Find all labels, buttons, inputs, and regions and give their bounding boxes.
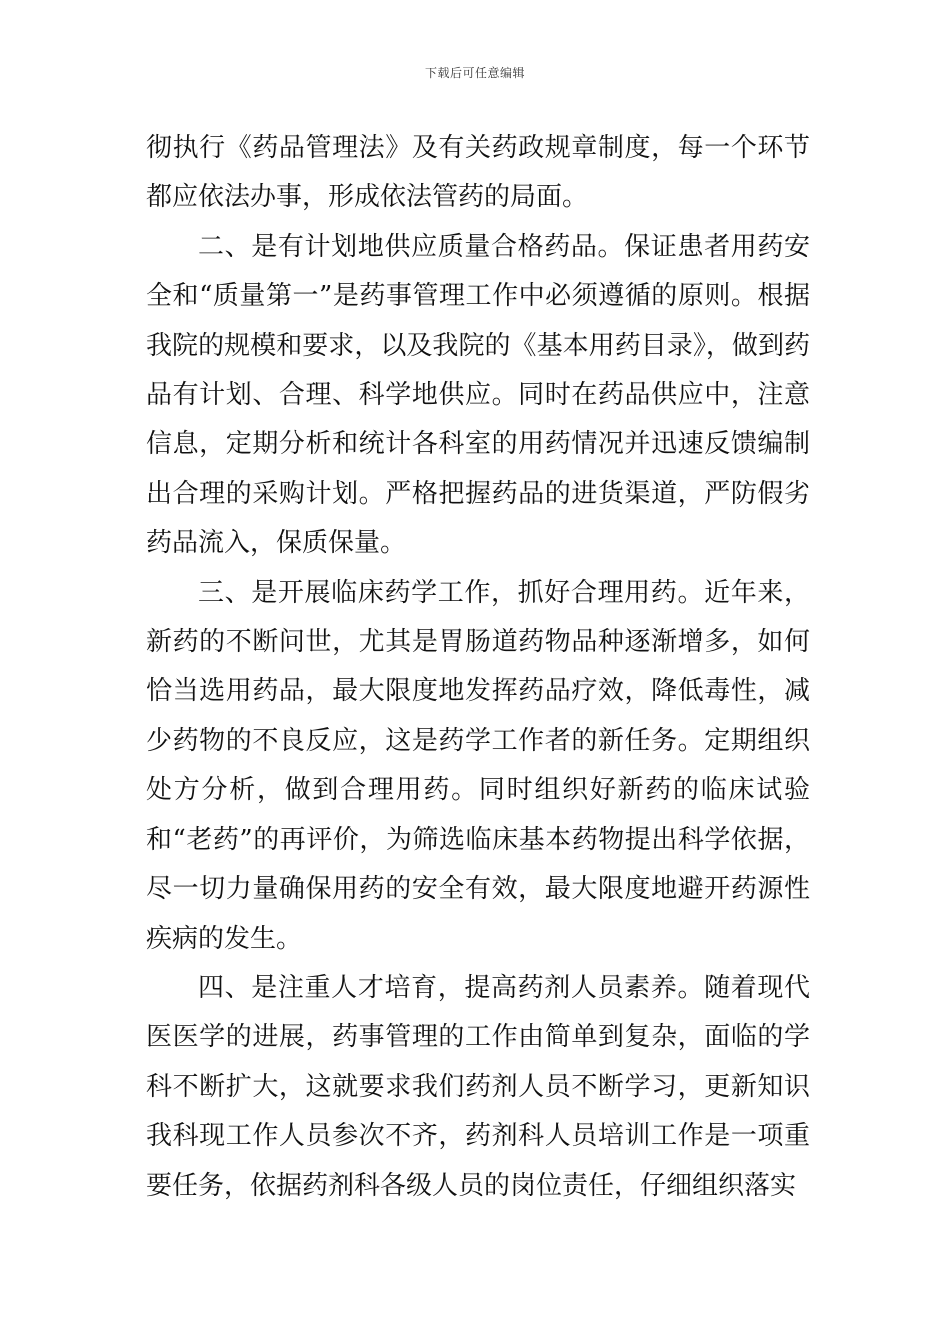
document-body — [146, 124, 810, 1211]
page-header: 下载后可任意编辑 — [424, 66, 525, 80]
paragraph-continuation: 彻执行《药品管理法》及有关药政规章制度，每一个环节都应依法办事，形成依法管药的局面。 — [146, 133, 810, 213]
paragraph-staff-training: 四、是注重人才培育，提高药剂人员素养。随着现代医医学的进展，药事管理的工作由简单到复杂，面临的学科不断扩大，这就要求我们药剂人员不断学习，更新知识我科现工作人员参次不齐，药剂科人员培训工作是一项重要任务，依据药剂科各级人员的岗位责任，仔细组织落实 — [146, 972, 810, 1201]
paragraph-clinical-pharmacy: 三、是开展临床药学工作，抓好合理用药。近年来，新药的不断问世，尤其是胃肠道药物品种逐渐增多，如何恰当选用药品，最大限度地发挥药品疗效，降低毒性，减少药物的不良反应，这是药学工作者的新任务。定期组织处方分析，做到合理用药。同时组织好新药的临床试验和“老药”的再评价，为筛选临床基本药物提出科学依据，尽一切力量确保用药的安全有效，最大限度地避开药源性疾病的发生。 — [146, 577, 810, 954]
paragraph-drug-supply: 二、是有计划地供应质量合格药品。保证患者用药安全和“质量第一”是药事管理工作中必须遵循的原则。根据我院的规模和要求，以及我院的《基本用药目录》，做到药品有计划、合理、科学地供应。同时在药品供应中，注意信息，定期分析和统计各科室的用药情况并迅速反馈编制出合理的采购计划。严格把握药品的进货渠道，严防假劣药品流入，保质保量。 — [146, 231, 810, 559]
